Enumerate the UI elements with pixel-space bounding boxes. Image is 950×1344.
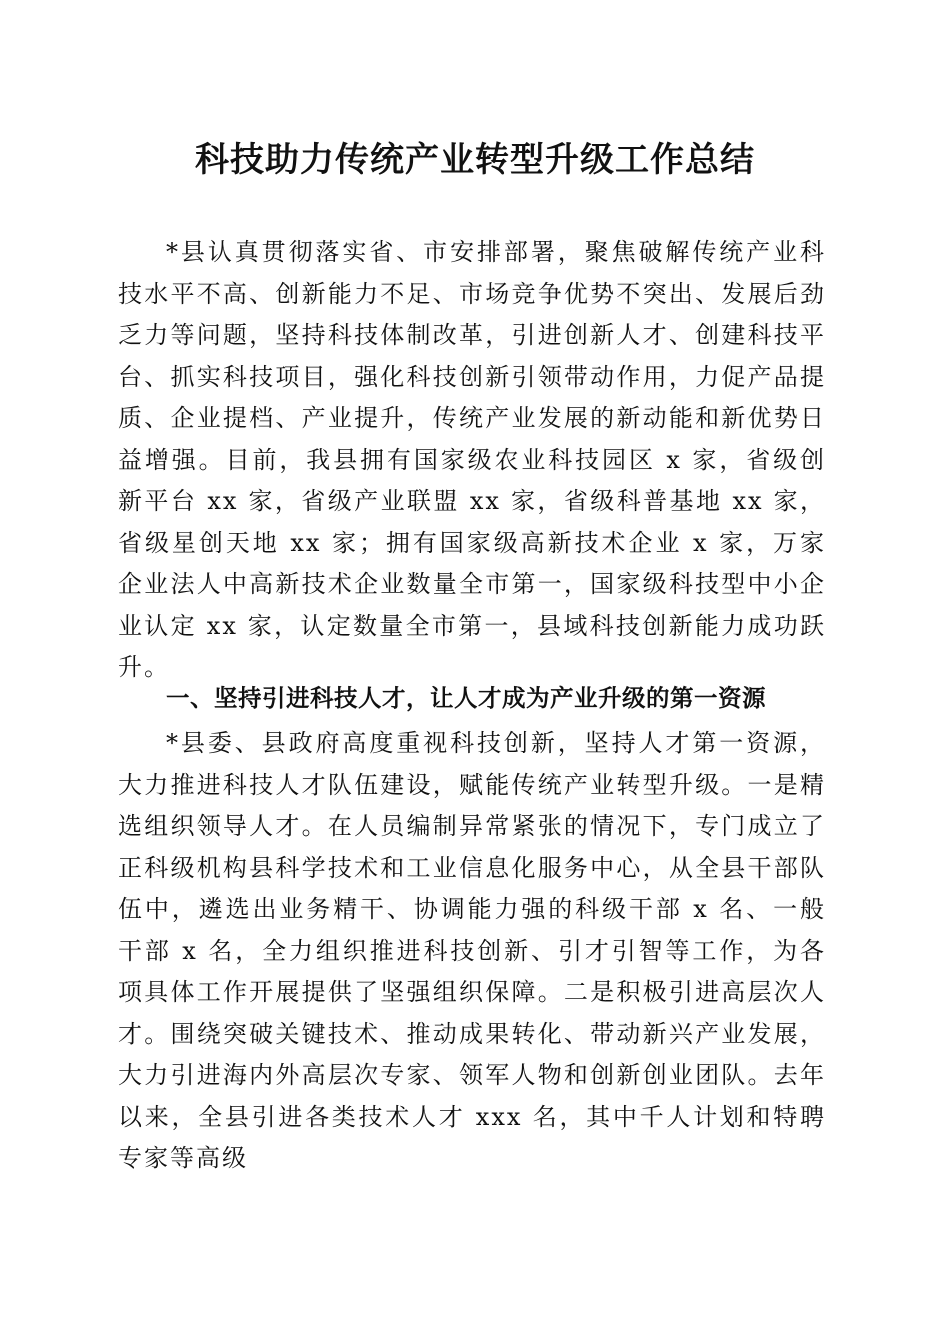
intro-paragraph: *县认真贯彻落实省、市安排部署，聚焦破解传统产业科技水平不高、创新能力不足、市场竞争优势不突出、发展后劲乏力等问题，坚持科技体制改革，引进创新人才、创建科技平台、抓实科技项目，强化科技创新引领带动作用，力促产品提质、企业提档、产业提升，传统产业发展的新动能和新优势日益增强。目前，我县拥有国家级农业科技园区 x 家，省级创新平台 xx 家，省级产业联盟 xx 家，省级科普基地 xx 家，省级星创天地 xx 家；拥有国家级高新技术企业 x 家，万家企业法人中高新技术企业数量全市第一，国家级科技型中小企业认定 xx 家，认定数量全市第一，县域科技创新能力成功跃升。	[118, 238, 826, 681]
section-heading: 一、坚持引进科技人才，让人才成为产业升级的第一资源	[166, 684, 766, 712]
document-title: 科技助力传统产业转型升级工作总结	[195, 140, 755, 180]
section-paragraph: *县委、县政府高度重视科技创新，坚持人才第一资源，大力推进科技人才队伍建设，赋能传统产业转型升级。一是精选组织领导人才。在人员编制异常紧张的情况下，专门成立了正科级机构县科学技术和工业信息化服务中心，从全县干部队伍中，遴选出业务精干、协调能力强的科级干部 x 名、一般干部 x 名，全力组织推进科技创新、引才引智等工作，为各项具体工作开展提供了坚强组织保障。二是积极引进高层次人才。围绕突破关键技术、推动成果转化、带动新兴产业发展，大力引进海内外高层次专家、领军人物和创新创业团队。去年以来，全县引进各类技术人才 xxx 名，其中千人计划和特聘专家等高级	[118, 729, 826, 1172]
